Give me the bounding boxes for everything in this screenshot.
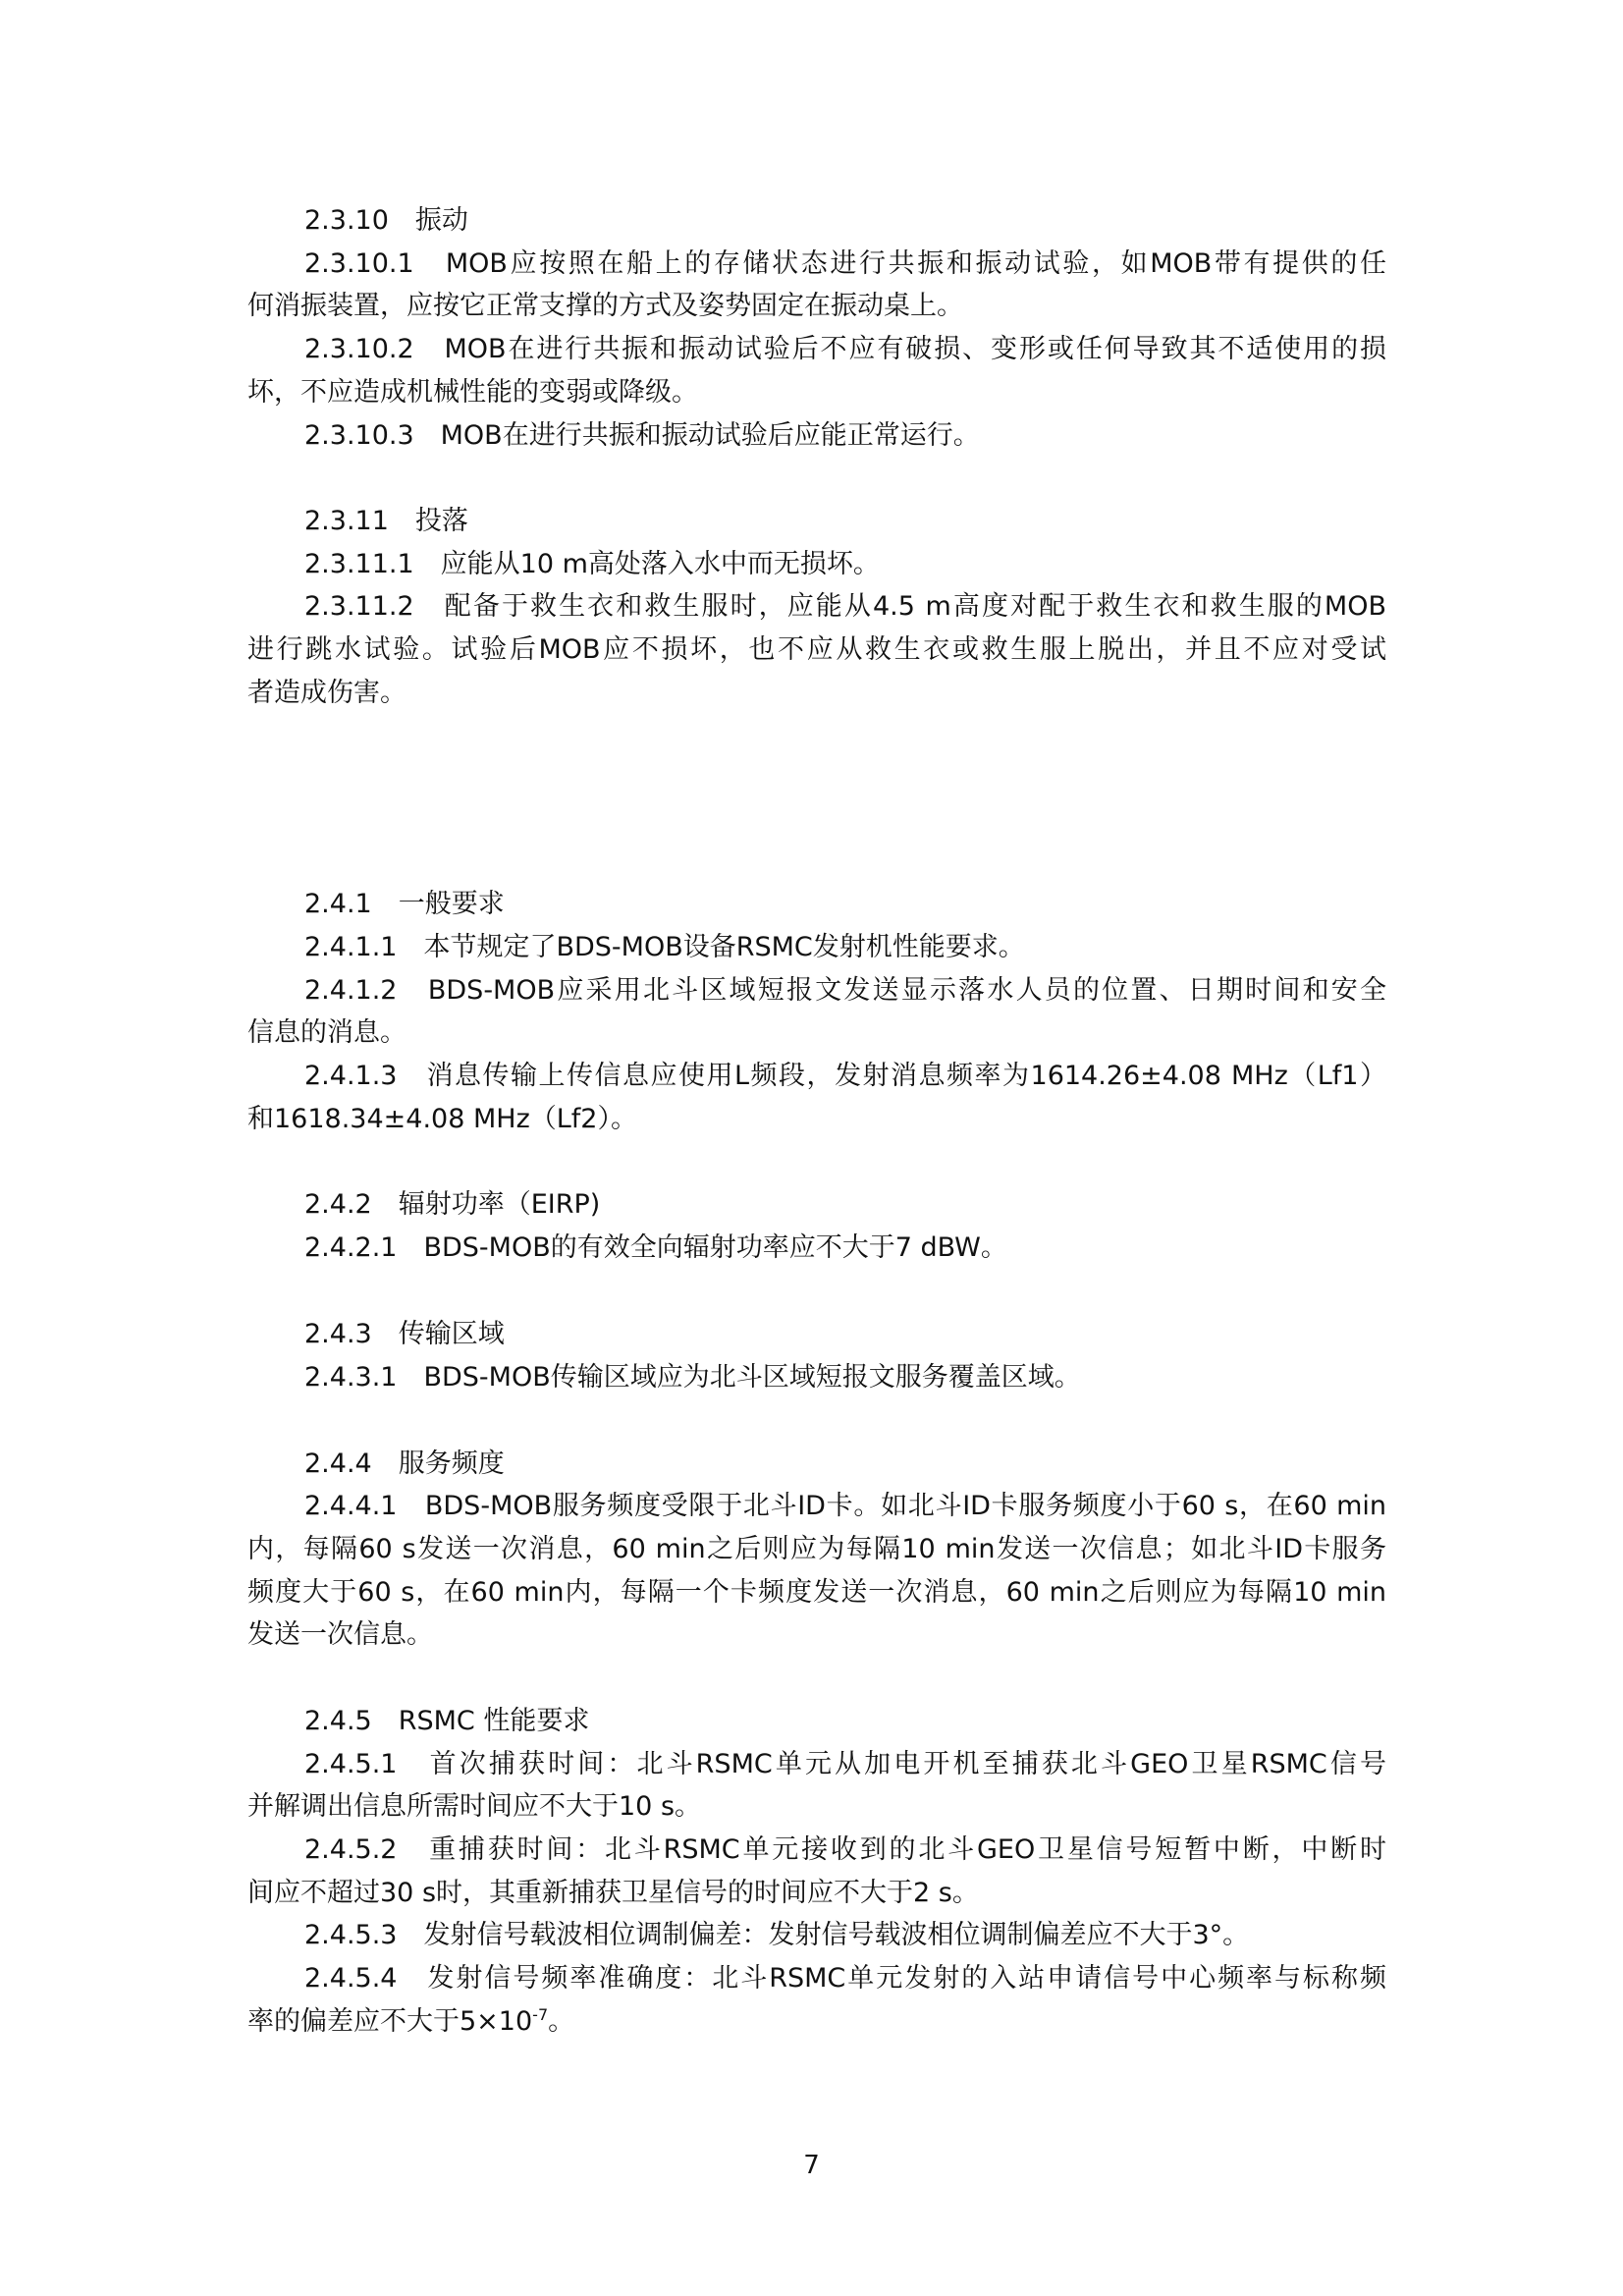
paragraph-2-3-10-2-line2: 坏，不应造成机械性能的变弱或降级。 [247,377,698,408]
section-heading [0,781,1623,818]
paragraph-2-3-10-2-line1: 2.3.10.2 MOB在进行共振和振动试验后不应有破损、变形或任何导致其不适使用的损 [304,334,1386,364]
section-title-2-4-4: 2.4.4 服务频度 [304,1449,505,1479]
superscript-exponent: -7 [532,2005,549,2024]
section-title-2-4-1: 2.4.1 一般要求 [304,889,505,919]
paragraph-2-4-1-2-line2: 信息的消息。 [247,1017,406,1048]
paragraph-2-4-5-1-line2: 并解调出信息所需时间应不大于10 s。 [247,1791,702,1822]
paragraph-2-4-5-2-line2: 间应不超过30 s时，其重新捕获卫星信号的时间应不大于2 s。 [247,1878,979,1908]
paragraph-2-4-4-1-line2: 内，每隔60 s发送一次消息，60 min之后则应为每隔10 min发送一次信息；如北斗ID卡服务 [247,1534,1386,1564]
paragraph-2-4-5-1-line1: 2.4.5.1 首次捕获时间：北斗RSMC单元从加电开机至捕获北斗GEO卫星RSMC信号 [304,1749,1386,1779]
section-title-2-3-11: 2.3.11 投落 [304,506,468,536]
paragraph-2-4-1-1: 2.4.1.1 本节规定了BDS-MOB设备RSMC发射机性能要求。 [304,932,1025,962]
paragraph-2-4-1-3-line2: 和1618.34±4.08 MHz（Lf2）。 [247,1104,637,1134]
paragraph-2-4-1-2-line1: 2.4.1.2 BDS-MOB应采用北斗区域短报文发送显示落水人员的位置、日期时间和安全 [304,975,1386,1006]
section-title-2-3-10: 2.3.10 振动 [304,205,468,236]
section-title-2-4-5: 2.4.5 RSMC 性能要求 [304,1706,590,1736]
paragraph-2-3-10-1-line2: 何消振装置，应按它正常支撑的方式及姿势固定在振动桌上。 [247,291,963,321]
paragraph-2-4-4-1-line3: 频度大于60 s，在60 min内，每隔一个卡频度发送一次消息，60 min之后则应为每隔10 min [247,1577,1386,1608]
paragraph-2-4-2-1: 2.4.2.1 BDS-MOB的有效全向辐射功率应不大于7 dBW。 [304,1232,1007,1263]
paragraph-2-4-5-4-line2 [247,2005,575,2037]
section-title-2-4-3: 2.4.3 传输区域 [304,1319,505,1349]
paragraph-2-4-5-2-line1: 2.4.5.2 重捕获时间：北斗RSMC单元接收到的北斗GEO卫星信号短暂中断，中断时 [304,1834,1386,1865]
paragraph-2-3-10-3: 2.3.10.3 MOB在进行共振和振动试验后应能正常运行。 [304,420,980,451]
section-title-2-4-2: 2.4.2 辐射功率（EIRP) [304,1189,601,1220]
paragraph-2-3-11-1: 2.3.11.1 应能从10 m高处落入水中而无损坏。 [304,549,880,579]
paragraph-2-4-4-1-line4: 发送一次信息。 [247,1619,433,1650]
page-number: 7 [803,2151,820,2180]
paragraph-2-4-1-3-line1: 2.4.1.3 消息传输上传信息应使用L频段，发射消息频率为1614.26±4.08 MHz（Lf1） [304,1061,1386,1091]
paragraph-2-4-3-1: 2.4.3.1 BDS-MOB传输区域应为北斗区域短报文服务覆盖区域。 [304,1362,1081,1393]
paragraph-2-4-5-4-line1: 2.4.5.4 发射信号频率准确度：北斗RSMC单元发射的入站申请信号中心频率与标称频 [304,1963,1386,1994]
paragraph-2-4-5-3: 2.4.5.3 发射信号载波相位调制偏差：发射信号载波相位调制偏差应不大于3°。 [304,1920,1250,1950]
paragraph-2-3-11-2-line2: 进行跳水试验。试验后MOB应不损坏，也不应从救生衣或救生服上脱出，并且不应对受试 [247,634,1386,665]
paragraph-2-4-5-4-line2-end: 。 [548,2006,575,2037]
paragraph-2-3-11-2-line3: 者造成伤害。 [247,678,406,708]
paragraph-2-4-5-4-line2-text: 率的偏差应不大于5×10 [247,2006,533,2037]
paragraph-2-4-4-1-line1: 2.4.4.1 BDS-MOB服务频度受限于北斗ID卡。如北斗ID卡服务频度小于60 s，在60 min [304,1491,1386,1521]
paragraph-2-3-10-1-line1: 2.3.10.1 MOB应按照在船上的存储状态进行共振和振动试验，如MOB带有提供的任 [304,248,1386,279]
paragraph-2-3-11-2-line1: 2.3.11.2 配备于救生衣和救生服时，应能从4.5 m高度对配于救生衣和救生服的MOB [304,591,1386,622]
